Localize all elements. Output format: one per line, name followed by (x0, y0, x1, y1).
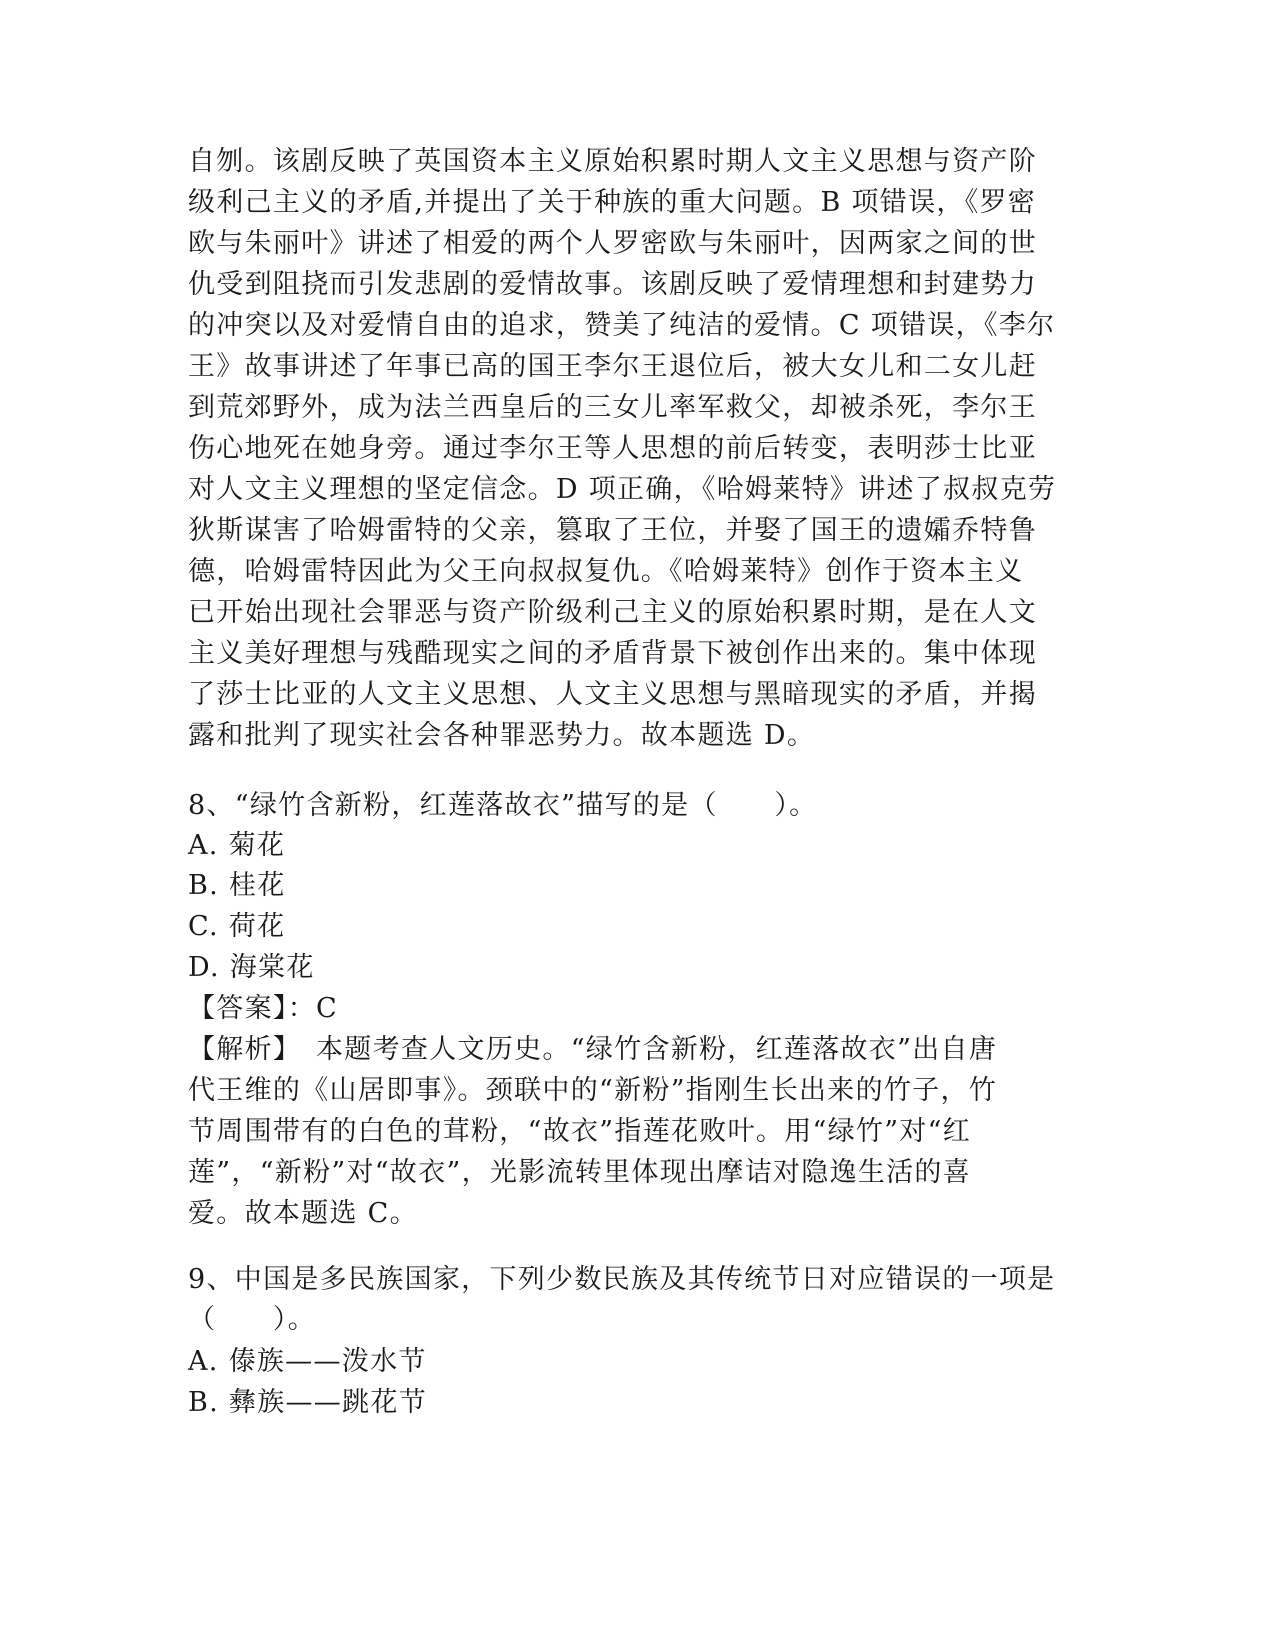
analysis-text-line: 已开始出现社会罪恶与资产阶级利己主义的原始积累时期，是在人文 (188, 597, 1037, 628)
analysis-text-line: 仇受到阻挠而引发悲剧的爱情故事。该剧反映了爱情理想和封建势力 (188, 269, 1037, 300)
analysis-text-line: 到荒郊野外，成为法兰西皇后的三女儿率军救父，却被杀死，李尔王 (188, 392, 1037, 423)
analysis-text-line: 露和批判了现实社会各种罪恶势力。故本题选 D。 (188, 720, 816, 751)
question-8-option-b: B. 桂花 (188, 870, 286, 901)
analysis-text-line: 级利己主义的矛盾,并提出了关于种族的重大问题。B 项错误，《罗密 (188, 187, 1037, 218)
question-8-text: 8、“绿竹含新粉，红莲落故衣”描写的是（ ）。 (188, 790, 818, 821)
analysis-text-line: 伤心地死在她身旁。通过李尔王等人思想的前后转变，表明莎士比亚 (188, 433, 1037, 464)
question-8-analysis-line: 【解析】 本题考查人文历史。“绿竹含新粉，红莲落故衣”出自唐 (188, 1034, 998, 1065)
analysis-text-line: 狄斯谋害了哈姆雷特的父亲，篡取了王位，并娶了国王的遗孀乔特鲁 (188, 515, 1037, 546)
analysis-text-line: 自刎。该剧反映了英国资本主义原始积累时期人文主义思想与资产阶 (188, 146, 1037, 177)
question-8-analysis-line: 莲”，“新粉”对“故衣”，光影流转里体现出摩诘对隐逸生活的喜 (188, 1157, 972, 1188)
analysis-text-line: 对人文主义理想的坚定信念。D 项正确，《哈姆莱特》讲述了叔叔克劳 (188, 474, 1057, 505)
question-8-analysis-line: 爱。故本题选 C。 (188, 1198, 418, 1229)
analysis-text-line: 的冲突以及对爱情自由的追求，赞美了纯洁的爱情。C 项错误，《李尔 (188, 310, 1056, 341)
question-8-analysis-line: 节周围带有的白色的茸粉，“故衣”指莲花败叶。用“绿竹”对“红 (188, 1116, 972, 1147)
analysis-text-line: 了莎士比亚的人文主义思想、人文主义思想与黑暗现实的矛盾，并揭 (188, 679, 1037, 710)
question-9-text: （ ）。 (188, 1304, 316, 1335)
question-9-text: 9、中国是多民族国家，下列少数民族及其传统节日对应错误的一项是 (188, 1264, 1056, 1295)
question-8-answer: 【答案】：C (188, 993, 338, 1024)
analysis-text-line: 王》故事讲述了年事已高的国王李尔王退位后，被大女儿和二女儿赶 (188, 351, 1037, 382)
analysis-text-line: 欧与朱丽叶》讲述了相爱的两个人罗密欧与朱丽叶，因两家之间的世 (188, 228, 1037, 259)
question-9-option-b: B. 彝族——跳花节 (188, 1387, 428, 1418)
question-8-analysis-line: 代王维的《山居即事》。颈联中的“新粉”指刚生长出来的竹子，竹 (188, 1075, 998, 1106)
analysis-text-line: 德，哈姆雷特因此为父王向叔叔复仇。《哈姆莱特》创作于资本主义 (188, 556, 1024, 587)
question-8-option-a: A. 菊花 (188, 830, 286, 861)
question-8-option-c: C. 荷花 (188, 911, 286, 942)
question-8-option-d: D. 海棠花 (188, 952, 315, 983)
question-9-option-a: A. 傣族——泼水节 (188, 1346, 427, 1377)
analysis-text-line: 主义美好理想与残酷现实之间的矛盾背景下被创作出来的。集中体现 (188, 638, 1037, 669)
